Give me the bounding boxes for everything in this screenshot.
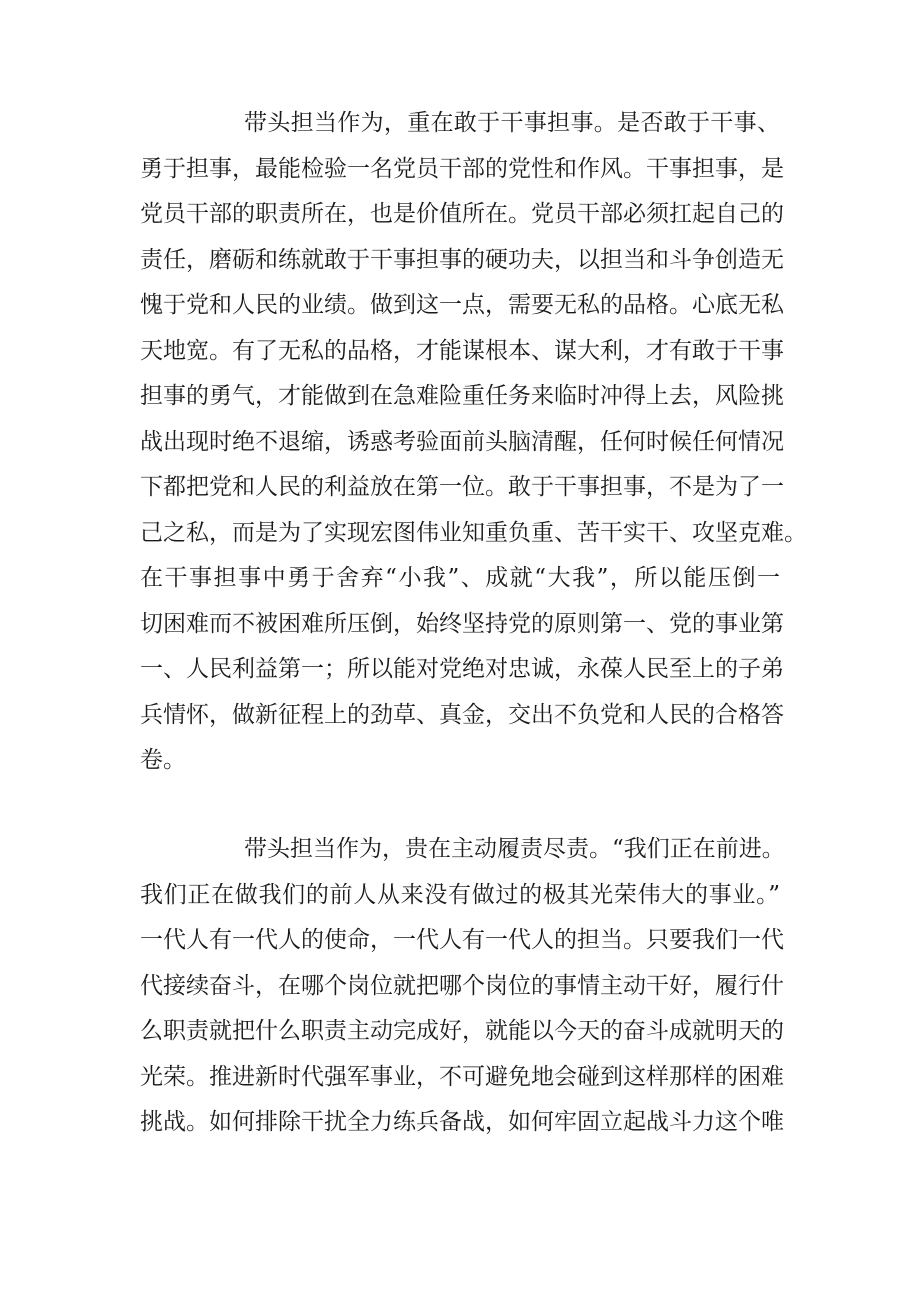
paragraph-line: 挑战。如何排除干扰全力练兵备战，如何牢固立起战斗力这个唯 (140, 1109, 784, 1135)
paragraph-line: 兵情怀，做新征程上的劲草、真金，交出不负党和人民的合格答 (140, 701, 784, 728)
paragraph-line: 带头担当作为，贵在主动履责尽责。“我们正在前进。 (244, 836, 785, 862)
paragraph-2 (140, 827, 785, 1146)
paragraph-line: 我们正在做我们的前人从来没有做过的极其光荣伟大的事业。” (140, 881, 780, 908)
paragraph-1 (140, 101, 807, 784)
paragraph-line: 己之私，而是为了实现宏图伟业知重负重、苦干实干、攻坚克难。 (140, 519, 807, 546)
paragraph-line: 责任，磨砺和练就敢于干事担事的硬功夫，以担当和斗争创造无 (140, 246, 784, 273)
paragraph-line: 一代人有一代人的使命，一代人有一代人的担当。只要我们一代 (140, 927, 784, 953)
paragraph-line: 光荣。推进新时代强军事业，不可避免地会碰到这样那样的困难 (140, 1063, 784, 1090)
paragraph-line: 下都把党和人民的利益放在第一位。敢于干事担事，不是为了一 (140, 474, 784, 500)
paragraph-line: 担事的勇气，才能做到在急难险重任务来临时冲得上去，风险挑 (140, 383, 784, 409)
paragraph-line: 代接续奋斗，在哪个岗位就把哪个岗位的事情主动干好，履行什 (140, 972, 784, 999)
paragraph-line: 在干事担事中勇于舍弃“小我”、成就“大我”，所以能压倒一 (140, 565, 780, 591)
paragraph-line: 么职责就把什么职责主动完成好，就能以今天的奋斗成就明天的 (140, 1018, 784, 1044)
paragraph-line: 切困难而不被困难所压倒，始终坚持党的原则第一、党的事业第 (140, 610, 784, 637)
paragraph-line: 战出现时绝不退缩，诱惑考验面前头脑清醒，任何时候任何情况 (140, 428, 784, 455)
paragraph-line: 党员干部的职责所在，也是价值所在。党员干部必须扛起自己的 (140, 201, 784, 227)
paragraph-line: 天地宽。有了无私的品格，才能谋根本、谋大利，才有敢于干事 (140, 337, 784, 364)
paragraph-line: 愧于党和人民的业绩。做到这一点，需要无私的品格。心底无私 (140, 292, 784, 318)
paragraph-line: 带头担当作为，重在敢于干事担事。是否敢于干事、 (244, 110, 780, 136)
paragraph-line: 一、人民利益第一；所以能对党绝对忠诚，永葆人民至上的子弟 (140, 656, 784, 682)
paragraph-line: 勇于担事，最能检验一名党员干部的党性和作风。干事担事，是 (140, 155, 784, 182)
paragraph-line: 卷。 (140, 747, 186, 773)
